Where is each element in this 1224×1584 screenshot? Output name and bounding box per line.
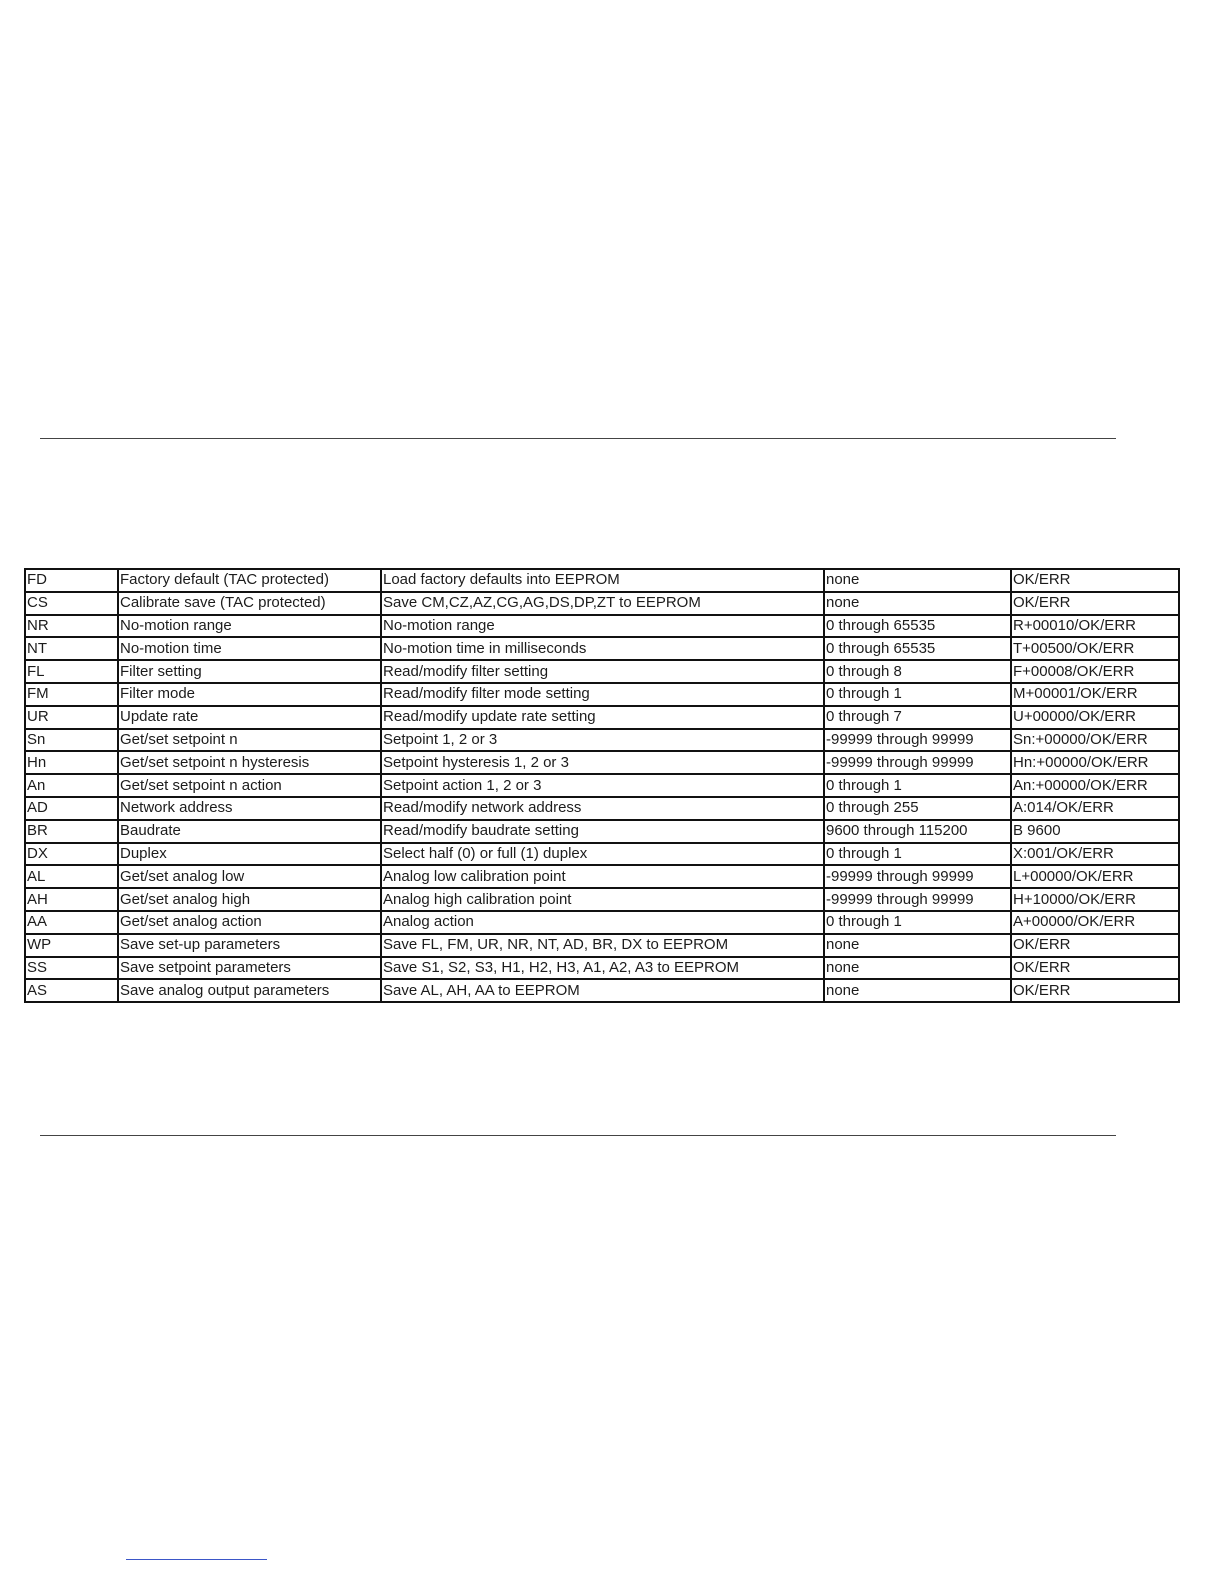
command-response-cell: OK/ERR	[1011, 569, 1179, 592]
command-range-cell: 0 through 255	[824, 797, 1011, 820]
command-name-cell: Get/set analog low	[118, 865, 381, 888]
command-range-cell: 0 through 1	[824, 843, 1011, 866]
horizontal-rule-top	[40, 438, 1116, 439]
command-range-cell: none	[824, 934, 1011, 957]
table-row	[25, 683, 1179, 706]
command-description-cell: Read/modify network address	[381, 797, 824, 820]
command-code-cell: AS	[25, 979, 118, 1002]
command-name-cell: Save analog output parameters	[118, 979, 381, 1002]
command-response-cell: F+00008/OK/ERR	[1011, 660, 1179, 683]
command-response-cell: Hn:+00000/OK/ERR	[1011, 751, 1179, 774]
command-response-cell: Sn:+00000/OK/ERR	[1011, 729, 1179, 752]
command-code-cell: AA	[25, 911, 118, 934]
command-name-cell: Baudrate	[118, 820, 381, 843]
command-response-cell: U+00000/OK/ERR	[1011, 706, 1179, 729]
command-code-cell: FM	[25, 683, 118, 706]
command-description-cell: Save CM,CZ,AZ,CG,AG,DS,DP,ZT to EEPROM	[381, 592, 824, 615]
command-code-cell: AH	[25, 888, 118, 911]
command-response-cell: An:+00000/OK/ERR	[1011, 774, 1179, 797]
command-description-cell: Setpoint action 1, 2 or 3	[381, 774, 824, 797]
command-code-cell: Hn	[25, 751, 118, 774]
table-row	[25, 660, 1179, 683]
table-row	[25, 888, 1179, 911]
table-row	[25, 979, 1179, 1002]
command-response-cell: H+10000/OK/ERR	[1011, 888, 1179, 911]
command-description-cell: Save AL, AH, AA to EEPROM	[381, 979, 824, 1002]
command-name-cell: Get/set setpoint n action	[118, 774, 381, 797]
table-row	[25, 706, 1179, 729]
command-range-cell: none	[824, 592, 1011, 615]
command-name-cell: Get/set analog high	[118, 888, 381, 911]
table-row	[25, 865, 1179, 888]
command-name-cell: Get/set setpoint n	[118, 729, 381, 752]
command-response-cell: R+00010/OK/ERR	[1011, 615, 1179, 638]
command-name-cell: Update rate	[118, 706, 381, 729]
command-description-cell: Save S1, S2, S3, H1, H2, H3, A1, A2, A3 to EEPROM	[381, 957, 824, 980]
command-range-cell: none	[824, 569, 1011, 592]
command-range-cell: 9600 through 115200	[824, 820, 1011, 843]
command-response-cell: M+00001/OK/ERR	[1011, 683, 1179, 706]
command-range-cell: -99999 through 99999	[824, 729, 1011, 752]
command-code-cell: AL	[25, 865, 118, 888]
table-row	[25, 797, 1179, 820]
command-description-cell: Read/modify baudrate setting	[381, 820, 824, 843]
command-code-cell: CS	[25, 592, 118, 615]
command-response-cell: OK/ERR	[1011, 957, 1179, 980]
command-response-cell: L+00000/OK/ERR	[1011, 865, 1179, 888]
command-response-cell: X:001/OK/ERR	[1011, 843, 1179, 866]
command-response-cell: A+00000/OK/ERR	[1011, 911, 1179, 934]
command-response-cell: OK/ERR	[1011, 592, 1179, 615]
command-description-cell: Setpoint 1, 2 or 3	[381, 729, 824, 752]
command-name-cell: Factory default (TAC protected)	[118, 569, 381, 592]
horizontal-rule-bottom	[40, 1135, 1116, 1136]
command-description-cell: Read/modify filter mode setting	[381, 683, 824, 706]
command-name-cell: Get/set analog action	[118, 911, 381, 934]
command-range-cell: 0 through 65535	[824, 637, 1011, 660]
table-row	[25, 569, 1179, 592]
command-response-cell: T+00500/OK/ERR	[1011, 637, 1179, 660]
command-description-cell: Setpoint hysteresis 1, 2 or 3	[381, 751, 824, 774]
command-description-cell: Read/modify filter setting	[381, 660, 824, 683]
table-row	[25, 843, 1179, 866]
table-row	[25, 751, 1179, 774]
command-code-cell: NT	[25, 637, 118, 660]
command-code-cell: AD	[25, 797, 118, 820]
command-code-cell: FD	[25, 569, 118, 592]
command-code-cell: BR	[25, 820, 118, 843]
command-name-cell: Save setpoint parameters	[118, 957, 381, 980]
command-description-cell: Analog action	[381, 911, 824, 934]
command-range-cell: 0 through 1	[824, 911, 1011, 934]
command-code-cell: NR	[25, 615, 118, 638]
table-row	[25, 934, 1179, 957]
command-code-cell: SS	[25, 957, 118, 980]
command-description-cell: Analog low calibration point	[381, 865, 824, 888]
table-row	[25, 957, 1179, 980]
command-code-cell: DX	[25, 843, 118, 866]
command-description-cell: Load factory defaults into EEPROM	[381, 569, 824, 592]
command-code-cell: UR	[25, 706, 118, 729]
command-name-cell: Duplex	[118, 843, 381, 866]
table-row	[25, 820, 1179, 843]
table-row	[25, 615, 1179, 638]
command-description-cell: No-motion time in milliseconds	[381, 637, 824, 660]
command-description-cell: Analog high calibration point	[381, 888, 824, 911]
command-name-cell: Filter mode	[118, 683, 381, 706]
table-row	[25, 729, 1179, 752]
command-code-cell: FL	[25, 660, 118, 683]
command-description-cell: Select half (0) or full (1) duplex	[381, 843, 824, 866]
command-name-cell: No-motion range	[118, 615, 381, 638]
command-description-cell: No-motion range	[381, 615, 824, 638]
table-row	[25, 774, 1179, 797]
command-name-cell: Network address	[118, 797, 381, 820]
command-range-cell: -99999 through 99999	[824, 888, 1011, 911]
command-range-cell: none	[824, 957, 1011, 980]
command-range-cell: -99999 through 99999	[824, 751, 1011, 774]
command-response-cell: A:014/OK/ERR	[1011, 797, 1179, 820]
command-code-cell: Sn	[25, 729, 118, 752]
command-name-cell: Save set-up parameters	[118, 934, 381, 957]
command-response-cell: OK/ERR	[1011, 979, 1179, 1002]
link-underline[interactable]	[126, 1559, 267, 1560]
command-range-cell: 0 through 65535	[824, 615, 1011, 638]
command-description-cell: Read/modify update rate setting	[381, 706, 824, 729]
command-name-cell: Calibrate save (TAC protected)	[118, 592, 381, 615]
command-table	[24, 568, 1180, 1003]
table-row	[25, 911, 1179, 934]
command-table-body	[25, 569, 1179, 1002]
command-name-cell: No-motion time	[118, 637, 381, 660]
table-row	[25, 637, 1179, 660]
command-response-cell: B 9600	[1011, 820, 1179, 843]
command-response-cell: OK/ERR	[1011, 934, 1179, 957]
command-range-cell: 0 through 7	[824, 706, 1011, 729]
command-range-cell: 0 through 1	[824, 683, 1011, 706]
command-description-cell: Save FL, FM, UR, NR, NT, AD, BR, DX to EEPROM	[381, 934, 824, 957]
command-range-cell: -99999 through 99999	[824, 865, 1011, 888]
command-range-cell: none	[824, 979, 1011, 1002]
command-name-cell: Filter setting	[118, 660, 381, 683]
command-code-cell: An	[25, 774, 118, 797]
table-row	[25, 592, 1179, 615]
command-range-cell: 0 through 8	[824, 660, 1011, 683]
command-name-cell: Get/set setpoint n hysteresis	[118, 751, 381, 774]
command-code-cell: WP	[25, 934, 118, 957]
command-range-cell: 0 through 1	[824, 774, 1011, 797]
